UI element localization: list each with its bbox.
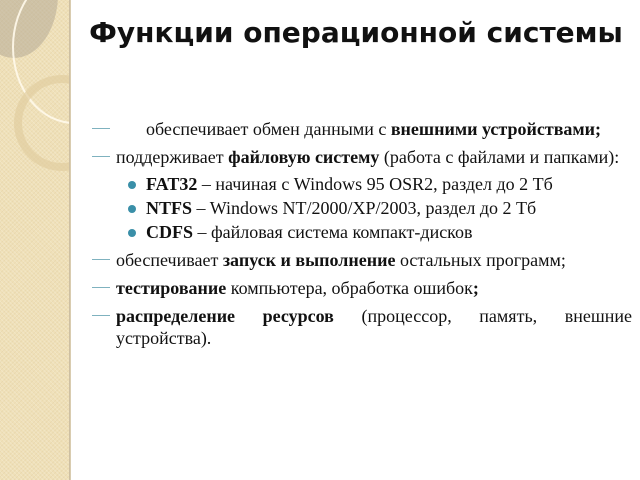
list-item-testing <box>92 277 632 299</box>
dash-bullet-icon <box>92 128 110 129</box>
item-text-bold: файловую систему <box>228 147 380 167</box>
item-text-bold: распределение ресурсов <box>116 306 334 326</box>
dash-bullet-icon <box>92 156 110 157</box>
file-system-sublist <box>122 174 632 243</box>
item-text: остальных программ; <box>395 250 566 270</box>
item-text: обеспечивает <box>116 250 223 270</box>
dash-bullet-icon <box>92 259 110 260</box>
item-text: обеспечивает обмен данными с <box>146 119 391 139</box>
sidebar-edge <box>69 0 71 480</box>
dot-bullet-icon <box>128 205 136 213</box>
slide-content <box>92 118 632 355</box>
dot-bullet-icon <box>128 229 136 237</box>
list-item-file-system <box>92 146 632 168</box>
slide-title: Функции операционной системы <box>89 16 623 49</box>
list-item-data-exchange <box>92 118 632 140</box>
fs-name: FAT32 <box>146 174 198 194</box>
dash-bullet-icon <box>92 315 110 316</box>
item-text-bold: запуск и выполнение <box>222 250 396 270</box>
sublist-item-fat32 <box>122 174 632 195</box>
item-text-bold: тестирование <box>116 278 227 298</box>
fs-description: – файловая система компакт-дисков <box>193 222 473 242</box>
fs-description: – Windows NT/2000/XP/2003, раздел до 2 Тб <box>192 198 537 218</box>
item-text: (работа с файлами и папками): <box>379 147 620 167</box>
fs-name: CDFS <box>146 222 194 242</box>
sublist-item-cdfs <box>122 222 632 243</box>
sublist-item-ntfs <box>122 198 632 219</box>
item-text: поддерживает <box>116 147 229 167</box>
decorative-sidebar <box>0 0 71 480</box>
fs-name: NTFS <box>146 198 193 218</box>
dot-bullet-icon <box>128 181 136 189</box>
item-text-bold: ; <box>472 278 479 298</box>
list-item-program-execution <box>92 249 632 271</box>
fs-description: – начиная с Windows 95 OSR2, раздел до 2 Тб <box>197 174 553 194</box>
item-text: компьютера, обработка ошибок <box>226 278 473 298</box>
dash-bullet-icon <box>92 287 110 288</box>
item-text: (процессор, память, внешние устройства). <box>116 306 633 348</box>
item-text-bold: внешними устройствами; <box>390 119 602 139</box>
list-item-resource-allocation <box>92 305 632 349</box>
